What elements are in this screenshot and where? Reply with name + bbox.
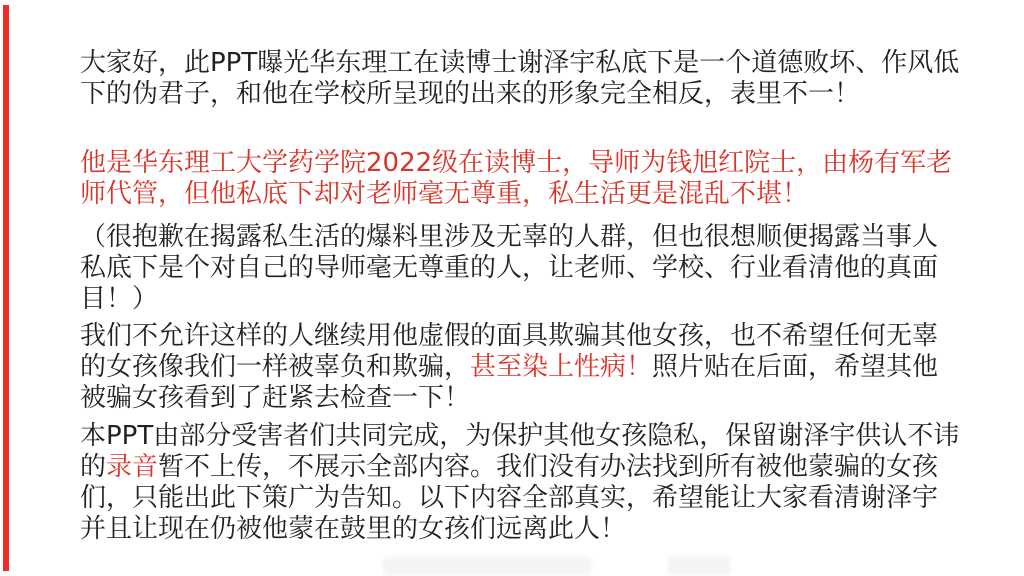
- text-line: [80, 421, 980, 452]
- body-text: 并且让现在仍被他蒙在鼓里的女孩们远离此人！: [80, 514, 627, 544]
- text-line: [80, 222, 980, 253]
- body-text: 们，只能出此下策广为告知。以下内容全部真实，希望能让大家看清谢泽宇: [80, 483, 939, 513]
- body-text: 私底下是个对自己的导师毫无尊重的人，让老师、学校、行业看清他的真面: [80, 253, 939, 283]
- paragraph-p5: [80, 421, 980, 545]
- text-line: [80, 253, 980, 284]
- text-line: [80, 148, 980, 179]
- body-text: 我们不允许这样的人继续用他虚假的面具欺骗其他女孩，也不希望任何无辜: [80, 321, 939, 351]
- body-text: 本PPT由部分受害者们共同完成，为保护其他女孩隐私，保留谢泽宇供认不讳: [80, 421, 960, 451]
- watermark-blur-small: [668, 556, 730, 575]
- body-text: 目！）: [80, 284, 159, 314]
- text-line: [80, 321, 980, 352]
- highlighted-red-text: 录音: [106, 452, 159, 482]
- text-line: [80, 352, 980, 383]
- body-text: 大家好，此PPT曝光华东理工在读博士谢泽宇私底下是一个道德败坏、作风低: [80, 48, 960, 78]
- body-text: 下的伪君子，和他在学校所呈现的出来的形象完全相反，表里不一！: [80, 79, 861, 109]
- body-text: （很抱歉在揭露私生活的爆料里涉及无辜的人群，但也很想顺便揭露当事人: [80, 222, 939, 252]
- slide-text-content: [80, 48, 980, 552]
- body-text: 的: [80, 452, 107, 482]
- body-text: 照片贴在后面，希望其他: [652, 352, 939, 382]
- watermark-blur: [383, 557, 591, 575]
- paragraph-p4: [80, 321, 980, 414]
- text-line: [80, 383, 980, 414]
- text-line: [80, 284, 980, 315]
- text-line: [80, 483, 980, 514]
- body-text: 暂不上传，不展示全部内容。我们没有办法找到所有被他蒙骗的女孩: [158, 452, 939, 482]
- highlighted-red-text: 他是华东理工大学药学院2022级在读博士，导师为钱旭红院士，由杨有军老: [80, 148, 953, 178]
- text-line: [80, 514, 980, 545]
- left-accent-bar: [3, 5, 9, 571]
- paragraph-p1: [80, 48, 980, 110]
- text-line: [80, 179, 980, 210]
- text-line: [80, 48, 980, 79]
- highlighted-red-text: 甚至染上性病！: [470, 352, 653, 382]
- body-text: 的女孩像我们一样被辜负和欺骗，: [80, 352, 471, 382]
- body-text: 被骗女孩看到了赶紧去检查一下！: [80, 383, 471, 413]
- text-line: [80, 452, 980, 483]
- paragraph-p3: [80, 222, 980, 315]
- highlighted-red-text: 师代管，但他私底下却对老师毫无尊重，私生活更是混乱不堪！: [80, 179, 809, 209]
- paragraph-p2: [80, 148, 980, 210]
- text-line: [80, 79, 980, 110]
